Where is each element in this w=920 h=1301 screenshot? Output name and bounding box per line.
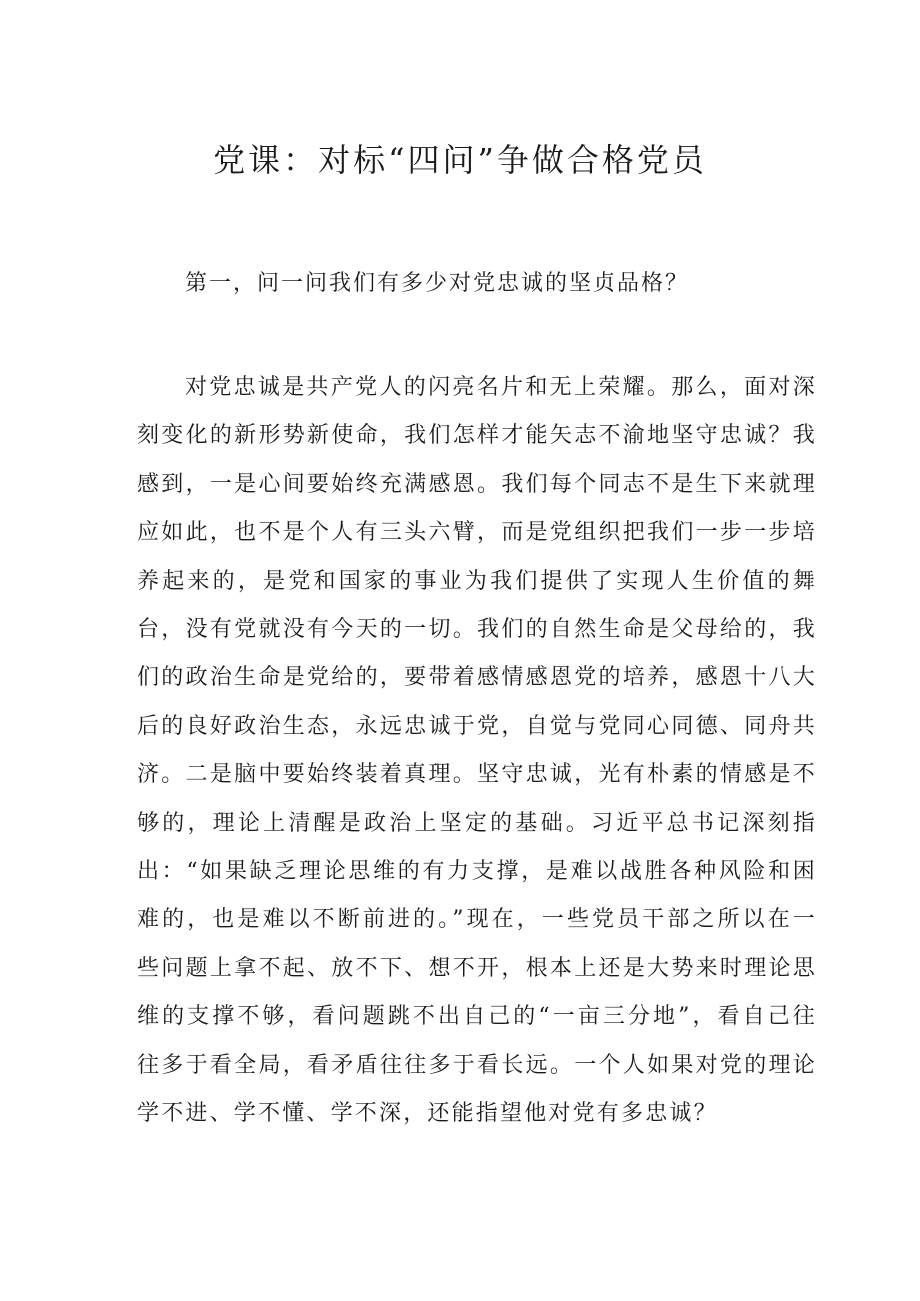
body-paragraph: 对党忠诚是共产党人的闪亮名片和无上荣耀。那么，面对深刻变化的新形势新使命，我们怎样才能矢志不渝地坚守忠诚？我感到，一是心间要始终充满感恩。我们每个同志不是生下来就理应如此，也不是个人有三头六臂，而是党组织把我们一步一步培养起来的，是党和国家的事业为我们提供了实现人生价值的舞台，没有党就没有今天的一切。我们的自然生命是父母给的，我们的政治生命是党给的，要带着感情感恩党的培养，感恩十八大后的良好政治生态，永远忠诚于党，自觉与党同心同德、同舟共济。二是脑中要始终装着真理。坚守忠诚，光有朴素的情感是不够的，理论上清醒是政治上坚定的基础。习近平总书记深刻指出：“如果缺乏理论思维的有力支撑，是难以战胜各种风险和困难的，也是难以不断前进的。”现在，一些党员干部之所以在一些问题上拿不起、放不下、想不开，根本上还是大势来时理论思维的支撑不够，看问题跳不出自己的“一亩三分地”，看自己往往多于看全局，看矛盾往往多于看长远。一个人如果对党的理论学不进、学不懂、学不深，还能指望他对党有多忠诚？ <box>137 375 817 1127</box>
document-title: 党课：对标“四问”争做合格党员 <box>213 141 707 179</box>
section-heading: 第一，问一问我们有多少对党忠诚的坚贞品格？ <box>185 271 690 296</box>
